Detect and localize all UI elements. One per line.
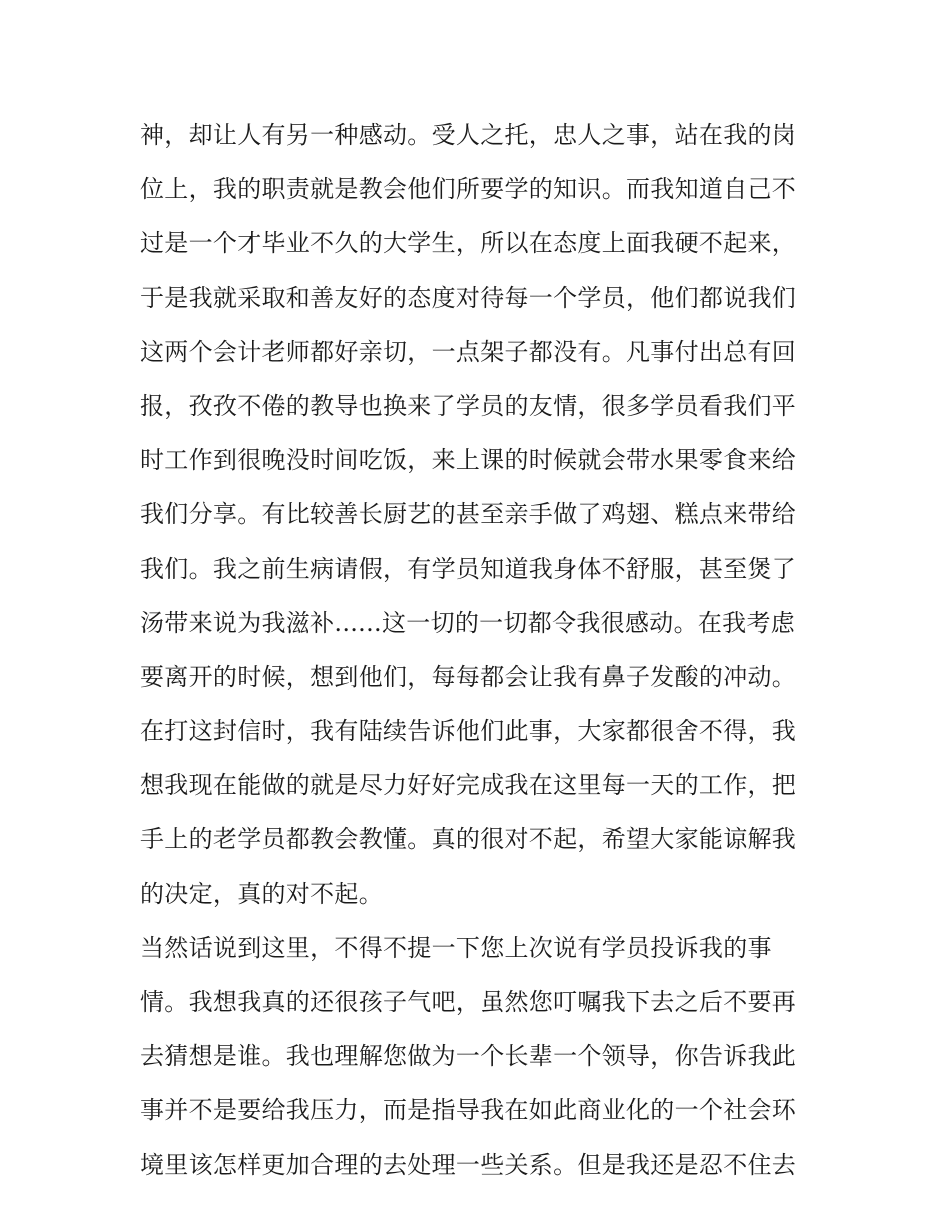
text-line: 去猜想是谁。我也理解您做为一个长辈一个领导，你告诉我此 (140, 1042, 797, 1071)
text-line: 情。我想我真的还很孩子气吧，虽然您叮嘱我下去之后不要再 (140, 988, 797, 1016)
text-line: 我们分享。有比较善长厨艺的甚至亲手做了鸡翅、糕点来带给 (140, 500, 797, 529)
text-line: 当然话说到这里，不得不提一下您上次说有学员投诉我的事 (140, 933, 772, 962)
text-line: 于是我就采取和善友好的态度对待每一个学员，他们都说我们 (140, 283, 797, 312)
text-line: 报，孜孜不倦的教导也换来了学员的友情，很多学员看我们平 (140, 391, 797, 420)
text-line: 汤带来说为我滋补......这一切的一切都令我很感动。在我考虑 (140, 608, 796, 637)
text-line: 这两个会计老师都好亲切，一点架子都没有。凡事付出总有回 (140, 337, 797, 366)
text-line: 手上的老学员都教会教懂。真的很对不起，希望大家能谅解我 (140, 825, 797, 854)
text-line: 我们。我之前生病请假，有学员知道我身体不舒服，甚至煲了 (140, 554, 797, 583)
text-line: 想我现在能做的就是尽力好好完成我在这里每一天的工作，把 (140, 771, 797, 800)
text-line: 时工作到很晚没时间吃饭，来上课的时候就会带水果零食来给 (140, 446, 797, 475)
text-line: 位上，我的职责就是教会他们所要学的知识。而我知道自己不 (140, 175, 797, 204)
body-text (140, 108, 820, 1192)
text-line: 过是一个才毕业不久的大学生，所以在态度上面我硬不起来， (140, 229, 797, 258)
text-line: 境里该怎样更加合理的去处理一些关系。但是我还是忍不住去 (140, 1150, 797, 1179)
text-line: 的决定，真的对不起。 (140, 879, 383, 908)
text-line: 事并不是要给我压力，而是指导我在如此商业化的一个社会环 (140, 1096, 797, 1125)
text-line: 在打这封信时，我有陆续告诉他们此事，大家都很舍不得，我 (140, 717, 797, 746)
text-line: 要离开的时候，想到他们，每每都会让我有鼻子发酸的冲动。 (140, 662, 797, 691)
text-line: 神，却让人有另一种感动。受人之托，忠人之事，站在我的岗 (140, 121, 797, 149)
